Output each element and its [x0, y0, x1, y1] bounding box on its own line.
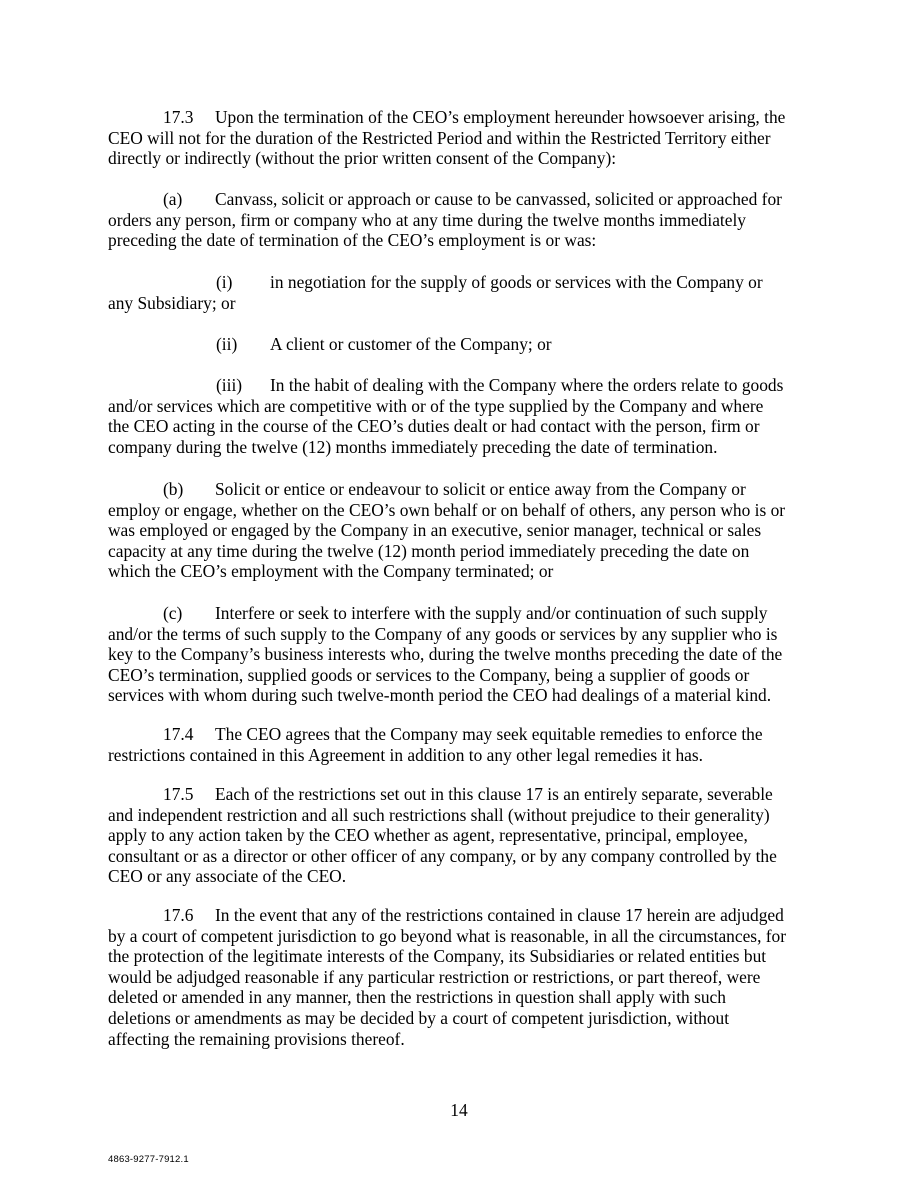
clause-number: (b) [163, 479, 184, 499]
clause-b [108, 479, 813, 582]
clause-line: orders any person, firm or company who at any time during the twelve months immediately [108, 209, 746, 230]
clause-line: preceding the date of termination of the CEO’s employment is or was: [108, 230, 597, 251]
clause-c [108, 603, 813, 706]
clause-line: The CEO agrees that the Company may seek equitable remedies to enforce the [215, 724, 763, 744]
clause-line: affecting the remaining provisions thereof. [108, 1028, 405, 1049]
clause-line: CEO or any associate of the CEO. [108, 866, 347, 887]
clause-line: apply to any action taken by the CEO whether as agent, representative, principal, employee, [108, 825, 748, 846]
clause-line: Interfere or seek to interfere with the supply and/or continuation of such supply [215, 603, 768, 623]
clause-line: restrictions contained in this Agreement in addition to any other legal remedies it has. [108, 744, 703, 765]
clause-line: CEO’s termination, supplied goods or services to the Company, being a supplier of goods or [108, 664, 750, 685]
clause-number: (a) [163, 189, 183, 209]
clause-line: In the event that any of the restrictions contained in clause 17 herein are adjudged [215, 905, 784, 925]
clause-line: would be adjudged reasonable if any particular restriction or restrictions, or part thereof, were [108, 966, 761, 987]
clause-line: by a court of competent jurisdiction to go beyond what is reasonable, in all the circumstances, for [108, 925, 787, 946]
clause-17-5 [108, 784, 813, 887]
clause-number: (iii) [216, 375, 243, 395]
clause-line: capacity at any time during the twelve (12) month period immediately preceding the date on [108, 540, 750, 561]
clause-line: the protection of the legitimate interests of the Company, its Subsidiaries or related entities but [108, 946, 767, 967]
clause-line: services with whom during such twelve-month period the CEO had dealings of a material kind. [108, 685, 772, 706]
clause-line: CEO will not for the duration of the Restricted Period and within the Restricted Territory either [108, 127, 771, 148]
clause-line: and independent restriction and all such restrictions shall (without prejudice to their generality) [108, 804, 770, 825]
clause-line: key to the Company’s business interests who, during the twelve months preceding the date of the [108, 644, 783, 665]
clause-line: Solicit or entice or endeavour to solicit or entice away from the Company or [215, 479, 746, 499]
clause-line: Canvass, solicit or approach or cause to be canvassed, solicited or approached for [215, 189, 782, 209]
clause-i [108, 272, 813, 313]
clause-number: (i) [216, 272, 233, 292]
page-number: 14 [450, 1100, 468, 1120]
clause-line: A client or customer of the Company; or [270, 334, 552, 354]
clause-17-3 [108, 107, 813, 169]
clause-line: In the habit of dealing with the Company where the orders relate to goods [270, 375, 784, 395]
clause-iii [108, 375, 813, 457]
clause-line: deletions or amendments as may be decided by a court of competent jurisdiction, without [108, 1007, 730, 1028]
clause-line: which the CEO’s employment with the Company terminated; or [108, 561, 554, 582]
clause-line: deleted or amended in any manner, then the restrictions in question shall apply with such [108, 987, 726, 1008]
clause-line: any Subsidiary; or [108, 292, 236, 313]
clause-line: employ or engage, whether on the CEO’s own behalf or on behalf of others, any person who is or [108, 499, 786, 520]
clause-number: (c) [163, 603, 183, 623]
clause-number: 17.4 [163, 724, 194, 744]
clause-number: 17.3 [163, 107, 194, 127]
clause-line: consultant or as a director or other officer of any company, or by any company controlled by the [108, 845, 777, 866]
clause-line: directly or indirectly (without the prior written consent of the Company): [108, 148, 617, 169]
clause-line: Each of the restrictions set out in this clause 17 is an entirely separate, severable [215, 784, 773, 804]
clause-number: (ii) [216, 334, 238, 354]
clause-line: and/or services which are competitive with or of the type supplied by the Company and where [108, 395, 764, 416]
clause-number: 17.6 [163, 905, 194, 925]
document-id: 4863-9277-7912.1 [108, 1154, 189, 1165]
clause-line: the CEO acting in the course of the CEO’s duties dealt or had contact with the person, firm or [108, 416, 760, 437]
clause-17-4 [108, 724, 813, 765]
clause-line: was employed or engaged by the Company in an executive, senior manager, technical or sales [108, 520, 762, 541]
clause-17-6 [108, 905, 813, 1049]
clause-number: 17.5 [163, 784, 194, 804]
clause-a [108, 189, 813, 251]
clause-line: and/or the terms of such supply to the Company of any goods or services by any supplier who is [108, 623, 778, 644]
clause-ii [108, 334, 813, 355]
clause-line: Upon the termination of the CEO’s employment hereunder howsoever arising, the [215, 107, 786, 127]
clause-line: in negotiation for the supply of goods or services with the Company or [270, 272, 763, 292]
clause-line: company during the twelve (12) months immediately preceding the date of termination. [108, 436, 718, 457]
